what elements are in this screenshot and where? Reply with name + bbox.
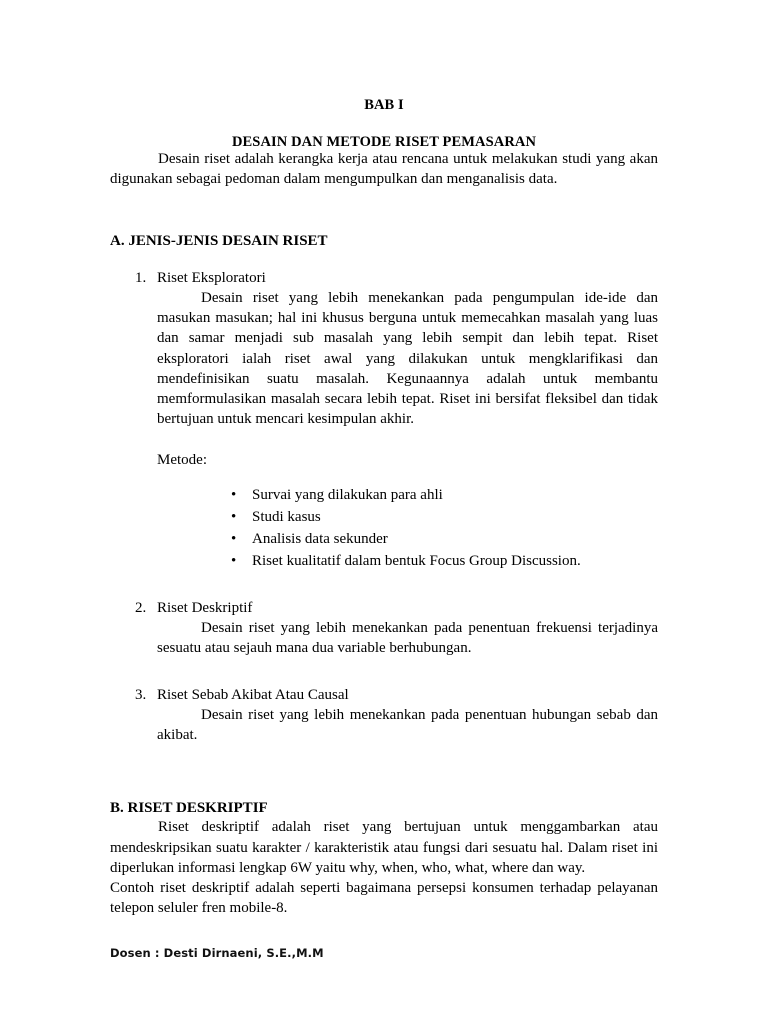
document-subtitle: DESAIN DAN METODE RISET PEMASARAN	[231, 133, 537, 150]
list-item-title: Riset Deskriptif	[157, 599, 253, 616]
list-item	[110, 598, 658, 659]
list-item	[157, 528, 658, 550]
list-item-title: Riset Eksploratori	[157, 269, 266, 286]
section-a-heading: A. JENIS-JENIS DESAIN RISET	[110, 232, 328, 249]
bullet-label: Survai yang dilakukan para ahli	[252, 486, 443, 503]
section-b-paragraph-1: Riset deskriptif adalah riset yang bertujuan untuk menggambarkan atau mendeskripsikan suatu karakter / karakteristik atau fungsi dari sesuatu hal. Dalam riset ini diperlukan informasi lengkap 6W yaitu why, when, who, what, where dan way.	[110, 819, 658, 876]
document-title: BAB I	[364, 97, 404, 113]
section-b-paragraph-2: Contoh riset deskriptif adalah seperti bagaimana persepsi konsumen terhadap pelayanan telepon seluler fren mobile-8.	[110, 880, 658, 917]
design-type-list	[110, 268, 658, 746]
list-item	[157, 550, 658, 572]
bullet-icon: •	[231, 530, 237, 547]
list-item-marker: 3.	[135, 686, 147, 703]
intro-paragraph: Desain riset adalah kerangka kerja atau rencana untuk melakukan studi yang akan digunakan sebagai pedoman dalam mengumpulkan dan menganalisis data.	[110, 151, 658, 188]
bullet-label: Analisis data sekunder	[252, 530, 388, 547]
section-b-heading: B. RISET DESKRIPTIF	[110, 800, 268, 817]
list-item-paragraph: Desain riset yang lebih menekankan pada penentuan hubungan sebab dan akibat.	[157, 706, 658, 744]
list-item-marker: 1.	[135, 269, 147, 286]
footer-lecturer: Dosen : Desti Dirnaeni, S.E.,M.M	[110, 946, 324, 960]
metode-bullet-list	[157, 484, 658, 572]
bullet-label: Riset kualitatif dalam bentuk Focus Group Discussion.	[252, 552, 581, 569]
metode-label: Metode:	[157, 451, 207, 468]
list-item	[110, 685, 658, 746]
bullet-icon: •	[231, 486, 237, 503]
bullet-icon: •	[231, 508, 237, 525]
document-content	[110, 98, 658, 919]
list-item	[157, 506, 658, 528]
list-item	[157, 484, 658, 506]
bullet-label: Studi kasus	[252, 508, 321, 525]
list-item-paragraph: Desain riset yang lebih menekankan pada pengumpulan ide-ide dan masukan masukan; hal ini khusus berguna untuk memecahkan masalah yang luas dan samar menjadi sub masalah yang lebih sempit dan lebih tepat. Riset eksploratori ialah riset awal yang dilakukan untuk mengklarifikasi dan mendefinisikan suatu masalah. Kegunaannya adalah untuk membantu memformulasikan masalah secara lebih tepat. Riset ini bersifat fleksibel dan tidak bertujuan untuk mencari kesimpulan akhir.	[157, 289, 658, 428]
list-item-title: Riset Sebab Akibat Atau Causal	[157, 686, 349, 703]
list-item	[110, 268, 658, 572]
bullet-icon: •	[231, 552, 237, 569]
list-item-marker: 2.	[135, 599, 147, 616]
list-item-paragraph: Desain riset yang lebih menekankan pada penentuan frekuensi terjadinya sesuatu atau sejauh mana dua variable berhubungan.	[157, 620, 658, 657]
